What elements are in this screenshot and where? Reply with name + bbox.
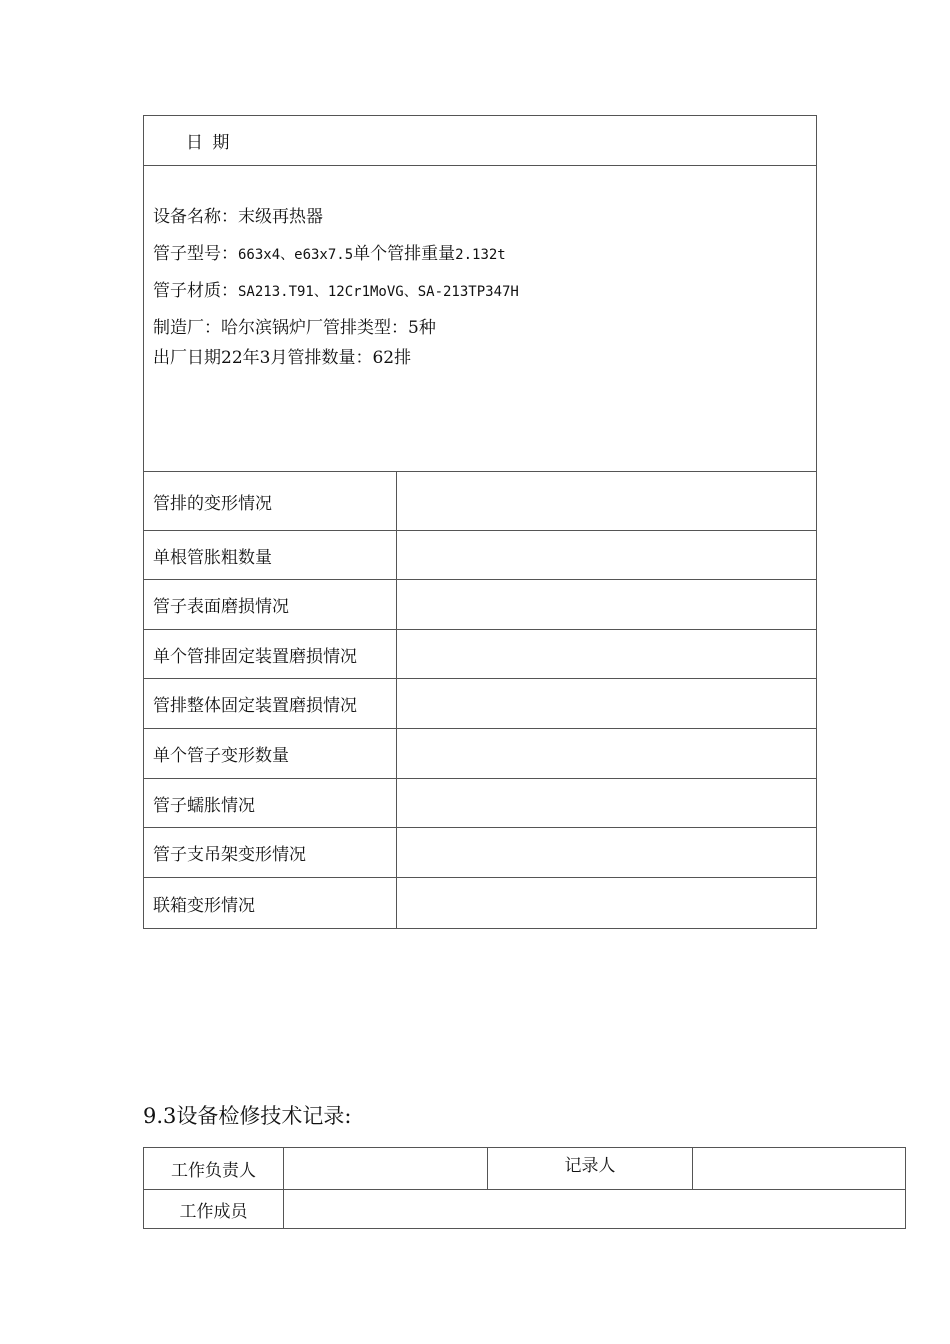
table-row [144, 779, 817, 828]
leader-label: 工作负责人 [144, 1148, 284, 1190]
row-label: 联箱变形情况 [144, 878, 397, 929]
table-row [144, 580, 817, 630]
row-value-input[interactable] [397, 828, 817, 878]
tube-model-spec: 663x4、e63x7.5 [238, 247, 354, 263]
row-label: 管排的变形情况 [144, 472, 397, 531]
row-label: 单根管胀粗数量 [144, 531, 397, 580]
row-value-input[interactable] [397, 679, 817, 729]
record-row [144, 1190, 906, 1229]
row-label: 管排整体固定装置磨损情况 [144, 679, 397, 729]
members-label: 工作成员 [144, 1190, 284, 1229]
members-input[interactable] [284, 1190, 906, 1229]
table-row [144, 729, 817, 779]
leader-input[interactable] [284, 1148, 488, 1190]
recorder-label: 记录人 [488, 1148, 693, 1190]
row-label: 管子蠕胀情况 [144, 779, 397, 828]
equipment-info-row [144, 166, 817, 472]
row-label: 单个管排固定装置磨损情况 [144, 630, 397, 679]
row-value-input[interactable] [397, 531, 817, 580]
table-row [144, 679, 817, 729]
table-row [144, 828, 817, 878]
row-value-input[interactable] [397, 878, 817, 929]
table-row [144, 531, 817, 580]
section-title: 9.3设备检修技术记录: [143, 1104, 352, 1128]
tube-model: 管子型号：663x4、e63x7.5单个管排重量2.132t [153, 244, 506, 264]
tube-weight: 2.132t [455, 247, 506, 263]
tube-material: 管子材质：SA213.T91、12Cr1MoVG、SA-213TP347H [153, 281, 519, 301]
equipment-name: 设备名称：末级再热器 [153, 207, 323, 227]
row-value-input[interactable] [397, 630, 817, 679]
factory-date: 出厂日期22年3月管排数量：62排 [153, 348, 412, 368]
row-value-input[interactable] [397, 779, 817, 828]
row-label: 管子表面磨损情况 [144, 580, 397, 630]
record-table [143, 1147, 906, 1229]
manufacturer: 制造厂：哈尔滨锅炉厂管排类型：5种 [153, 318, 436, 338]
inspection-table [143, 115, 817, 929]
date-row [144, 116, 817, 166]
row-value-input[interactable] [397, 580, 817, 630]
table-row [144, 472, 817, 531]
row-value-input[interactable] [397, 472, 817, 531]
record-row [144, 1148, 906, 1190]
tube-material-spec: SA213.T91、12Cr1MoVG、SA-213TP347H [238, 284, 519, 300]
date-label: 日 期 [144, 116, 817, 166]
row-value-input[interactable] [397, 729, 817, 779]
row-label: 单个管子变形数量 [144, 729, 397, 779]
table-row [144, 878, 817, 929]
recorder-input[interactable] [693, 1148, 906, 1190]
equipment-info [144, 166, 817, 472]
table-row [144, 630, 817, 679]
row-label: 管子支吊架变形情况 [144, 828, 397, 878]
